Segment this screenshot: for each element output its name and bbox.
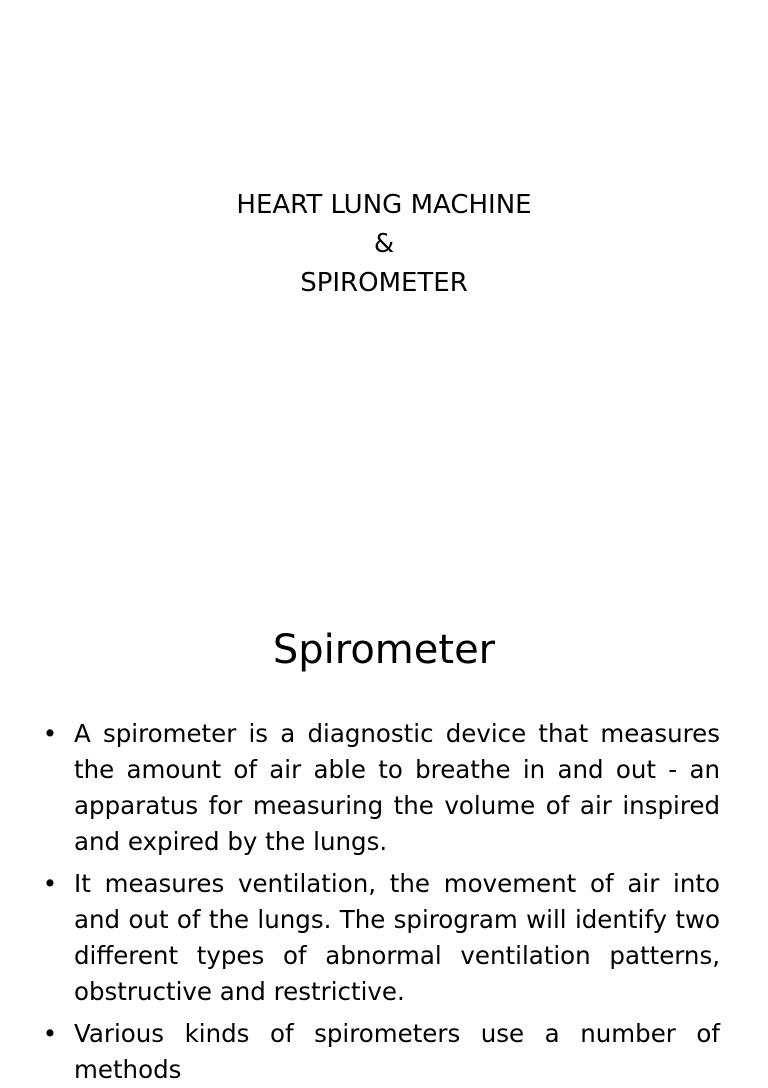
title-line-1: HEART LUNG MACHINE: [236, 190, 532, 220]
slide-title: [0, 186, 768, 303]
bullet-text: It measures ventilation, the movement of air into and out of the lungs. The spirogram will identify two different types of abnormal ventilation patterns, obstructive and restrictive.: [74, 869, 720, 1006]
list-item: [40, 866, 720, 1010]
section-heading: Spirometer: [272, 627, 496, 673]
bullet-icon: •: [42, 869, 58, 898]
list-item-partial: [40, 1016, 720, 1084]
bullet-list: [40, 716, 720, 1084]
title-line-2: &: [373, 229, 395, 259]
list-item: [40, 716, 720, 860]
title-line-3: SPIROMETER: [300, 268, 468, 298]
bullet-text: A spirometer is a diagnostic device that measures the amount of air able to breathe in and out - an apparatus for measuring the volume of air inspired and expired by the lungs.: [74, 719, 720, 856]
bullet-icon: •: [42, 1019, 58, 1048]
bullet-text: Various kinds of spirometers use a number of methods: [74, 1019, 720, 1084]
bullet-icon: •: [42, 719, 58, 748]
